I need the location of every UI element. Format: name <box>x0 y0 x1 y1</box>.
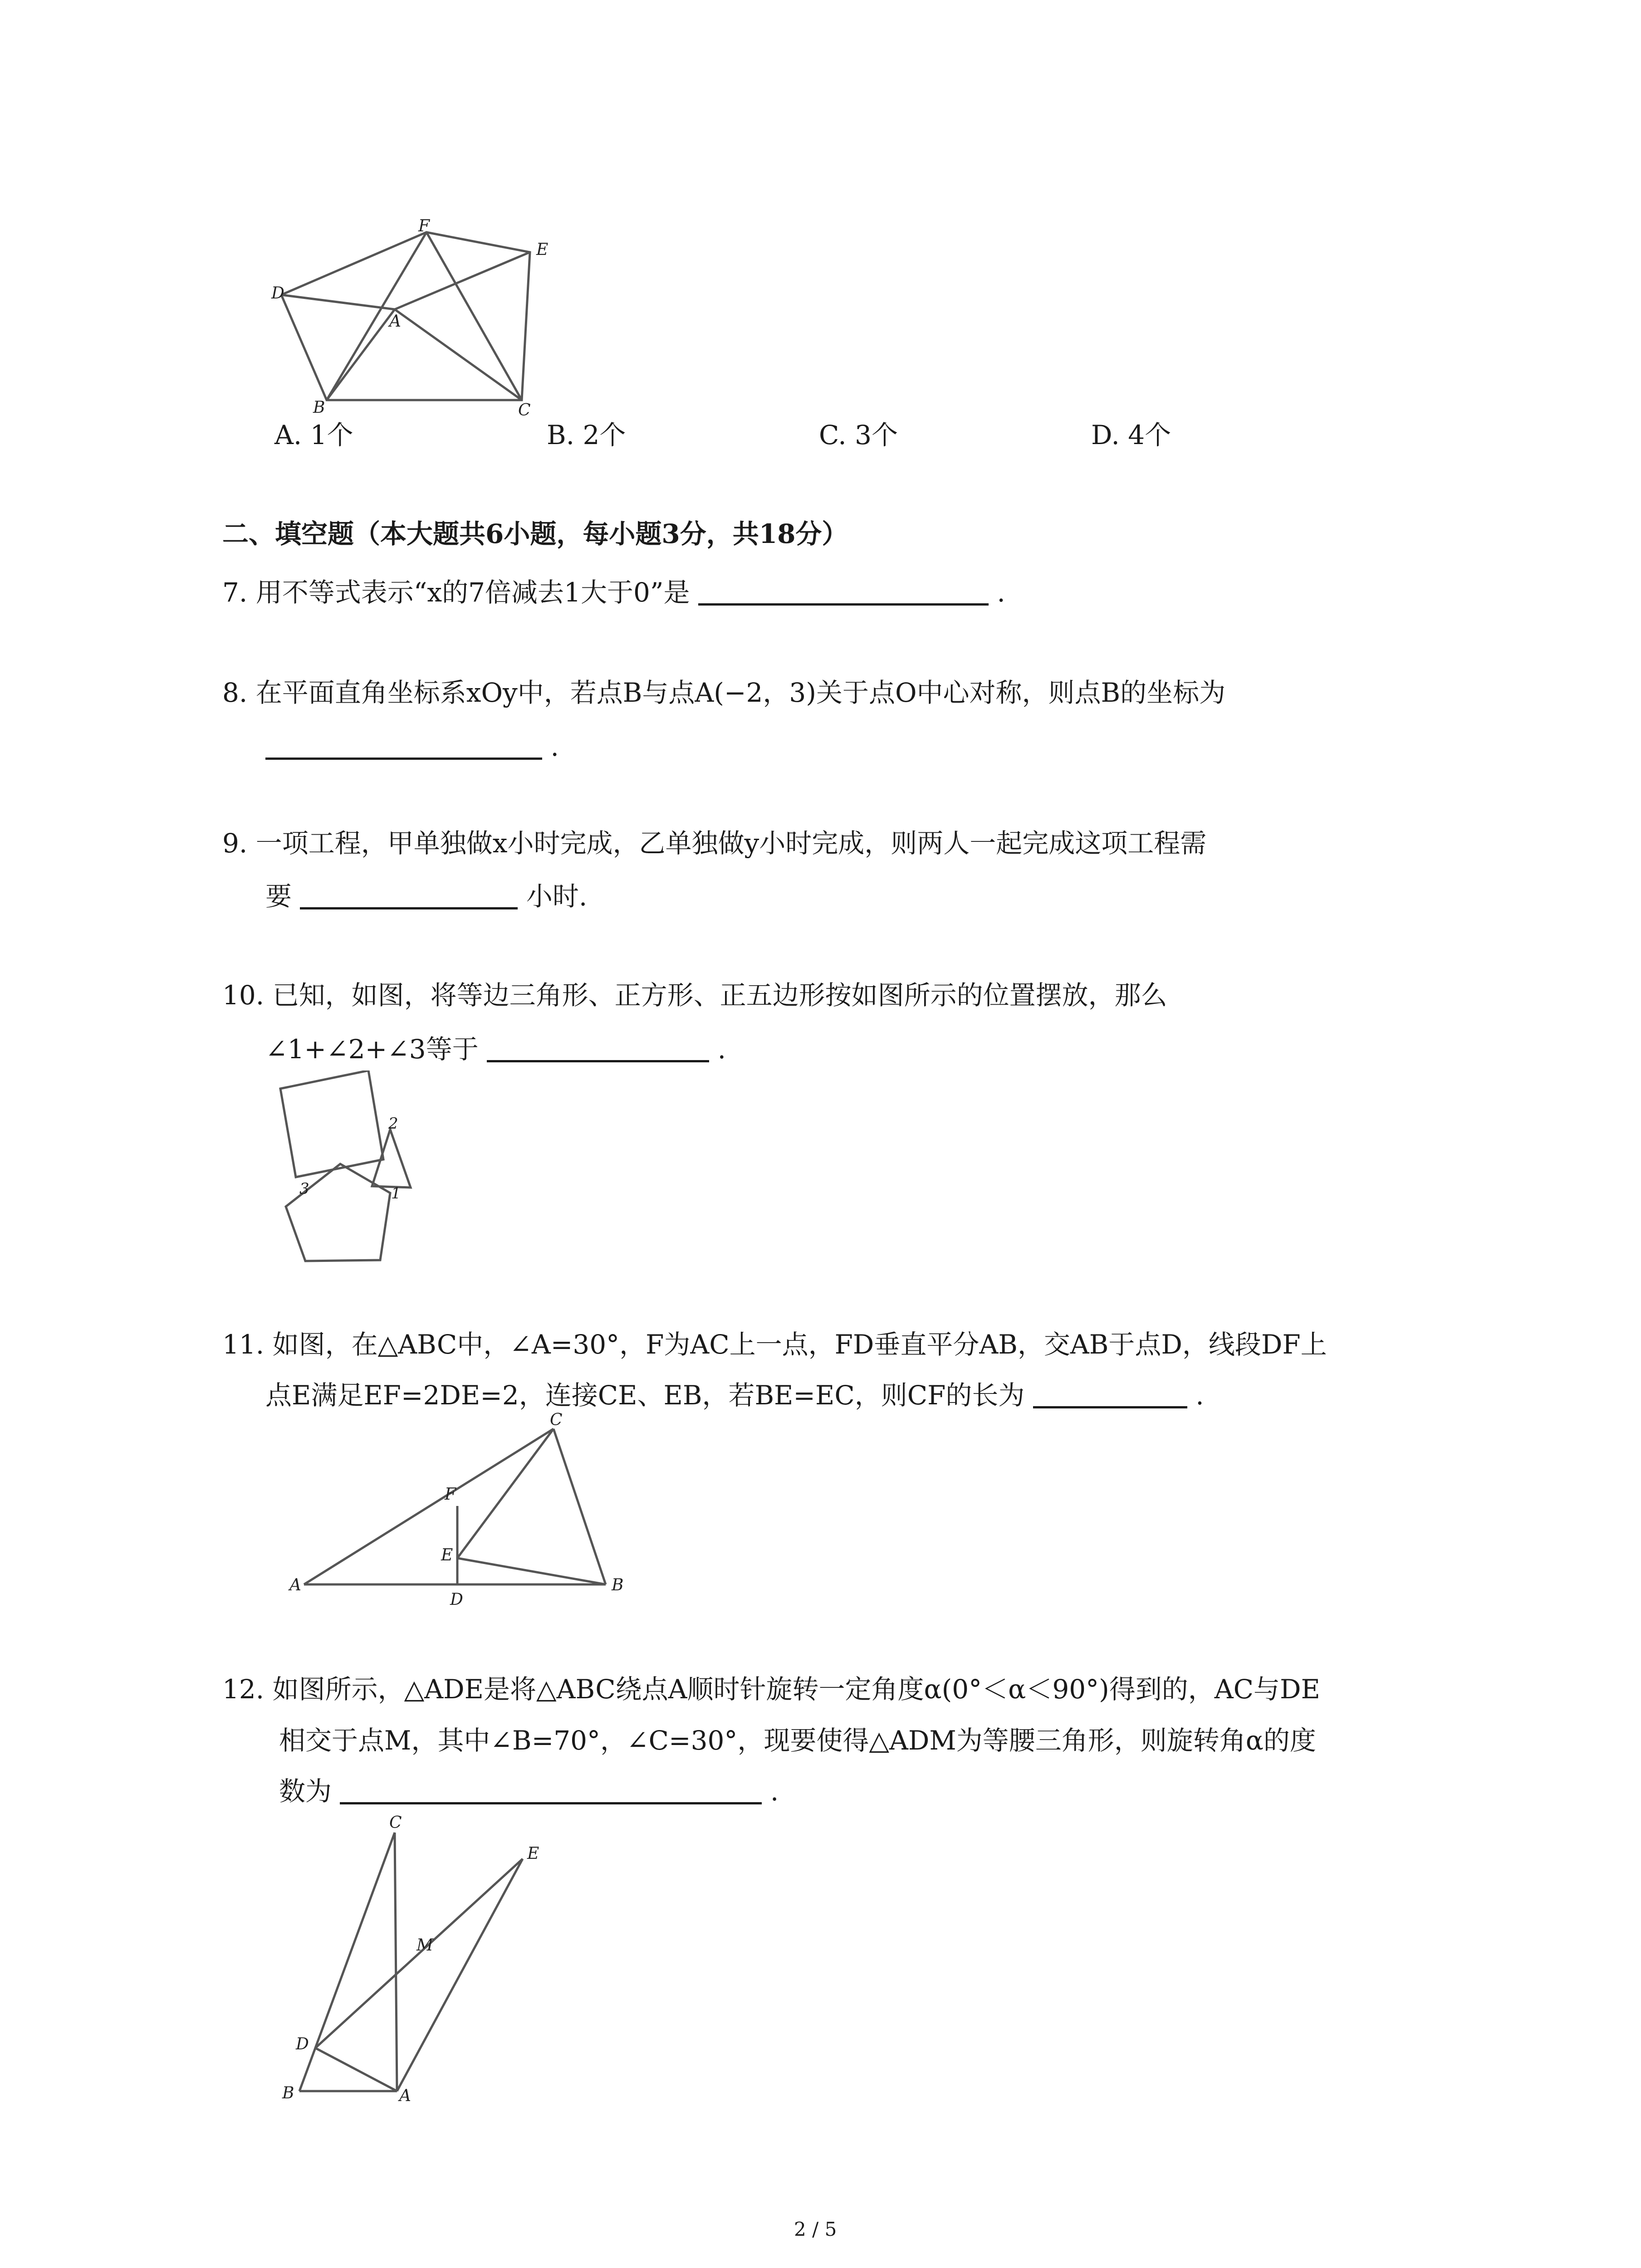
q11-figure <box>281 1411 635 1606</box>
q6-label-e: E <box>536 240 549 259</box>
q6-label-d: D <box>271 284 284 303</box>
q9-line2-end: 小时. <box>526 881 588 912</box>
q6-option-b: B. 2个 <box>547 420 626 450</box>
q7-end: . <box>997 577 1005 608</box>
q9-line2 <box>265 881 588 912</box>
q9-line1: 9. 一项工程，甲单独做x小时完成，乙单独做y小时完成，则两人一起完成这项工程需 <box>222 828 1207 859</box>
q11-label-a: A <box>289 1576 301 1594</box>
q10-label-2: 2 <box>388 1114 398 1133</box>
q11-answer-blank <box>1033 1381 1187 1408</box>
question-7 <box>222 578 1005 606</box>
section-title: 二、填空题（本大题共6小题，每小题3分，共18分） <box>222 518 848 549</box>
q10-line2 <box>265 1034 726 1065</box>
q12-label-e: E <box>527 1844 539 1863</box>
q11-line2 <box>265 1380 1204 1411</box>
page-number: 2 / 5 <box>794 2218 837 2240</box>
q8-line1: 8. 在平面直角坐标系xOy中，若点B与点A(−2，3)关于点O中心对称，则点B的坐标为 <box>222 677 1226 708</box>
q12-answer-blank <box>340 1777 762 1804</box>
q8-answer-blank <box>265 733 542 760</box>
q12-label-b: B <box>282 2084 294 2102</box>
q7-text: 7. 用不等式表示“x的7倍减去1大于0”是 <box>222 577 690 608</box>
q6-option-c: C. 3个 <box>819 420 898 450</box>
q11-end: . <box>1195 1380 1204 1411</box>
q12-label-d: D <box>296 2035 309 2053</box>
q12-label-m: M <box>416 1936 433 1955</box>
q11-line2-text: 点E满足EF=2DE=2，连接CE、EB，若BE=EC，则CF的长为 <box>265 1380 1025 1411</box>
q12-line2: 相交于点M，其中∠B=70°，∠C=30°，现要使得△ADM为等腰三角形，则旋转角α的度 <box>279 1725 1316 1756</box>
q11-label-b: B <box>612 1576 624 1594</box>
q9-answer-blank <box>300 882 518 909</box>
q12-label-c: C <box>389 1813 402 1832</box>
q6-figure <box>259 213 585 417</box>
q12-label-a: A <box>399 2087 411 2105</box>
q10-figure <box>272 1070 463 1275</box>
q12-line3-text: 数为 <box>279 1776 332 1807</box>
q11-label-d: D <box>450 1590 463 1606</box>
q12-line3 <box>279 1776 779 1807</box>
q10-label-1: 1 <box>391 1184 401 1202</box>
q10-end: . <box>717 1034 726 1065</box>
q6-label-b: B <box>313 398 325 417</box>
q8-end: . <box>550 731 559 762</box>
q6-option-a: A. 1个 <box>274 420 353 450</box>
q12-line1: 12. 如图所示，△ADE是将△ABC绕点A顺时针旋转一定角度α(0°＜α＜90°)得到的，AC与DE <box>222 1674 1320 1705</box>
q6-option-d: D. 4个 <box>1091 420 1171 450</box>
q12-figure <box>272 1810 572 2118</box>
q8-line2 <box>265 733 559 760</box>
q12-end: . <box>770 1776 779 1807</box>
q6-label-a: A <box>389 312 401 331</box>
q10-label-3: 3 <box>299 1180 309 1198</box>
q7-answer-blank <box>698 578 989 606</box>
q11-label-c: C <box>550 1411 563 1429</box>
q6-label-f: F <box>418 217 430 235</box>
q11-line1: 11. 如图，在△ABC中，∠A=30°，F为AC上一点，FD垂直平分AB，交AB于点D，线段DF上 <box>222 1329 1327 1360</box>
q11-label-e: E <box>441 1546 453 1564</box>
q10-line2-text: ∠1+∠2+∠3等于 <box>265 1034 479 1065</box>
q9-line2-start: 要 <box>265 881 292 912</box>
q10-line1: 10. 已知，如图，将等边三角形、正方形、正五边形按如图所示的位置摆放，那么 <box>222 980 1167 1011</box>
q6-label-c: C <box>518 401 531 417</box>
q10-answer-blank <box>487 1035 709 1062</box>
q11-label-f: F <box>445 1485 456 1504</box>
